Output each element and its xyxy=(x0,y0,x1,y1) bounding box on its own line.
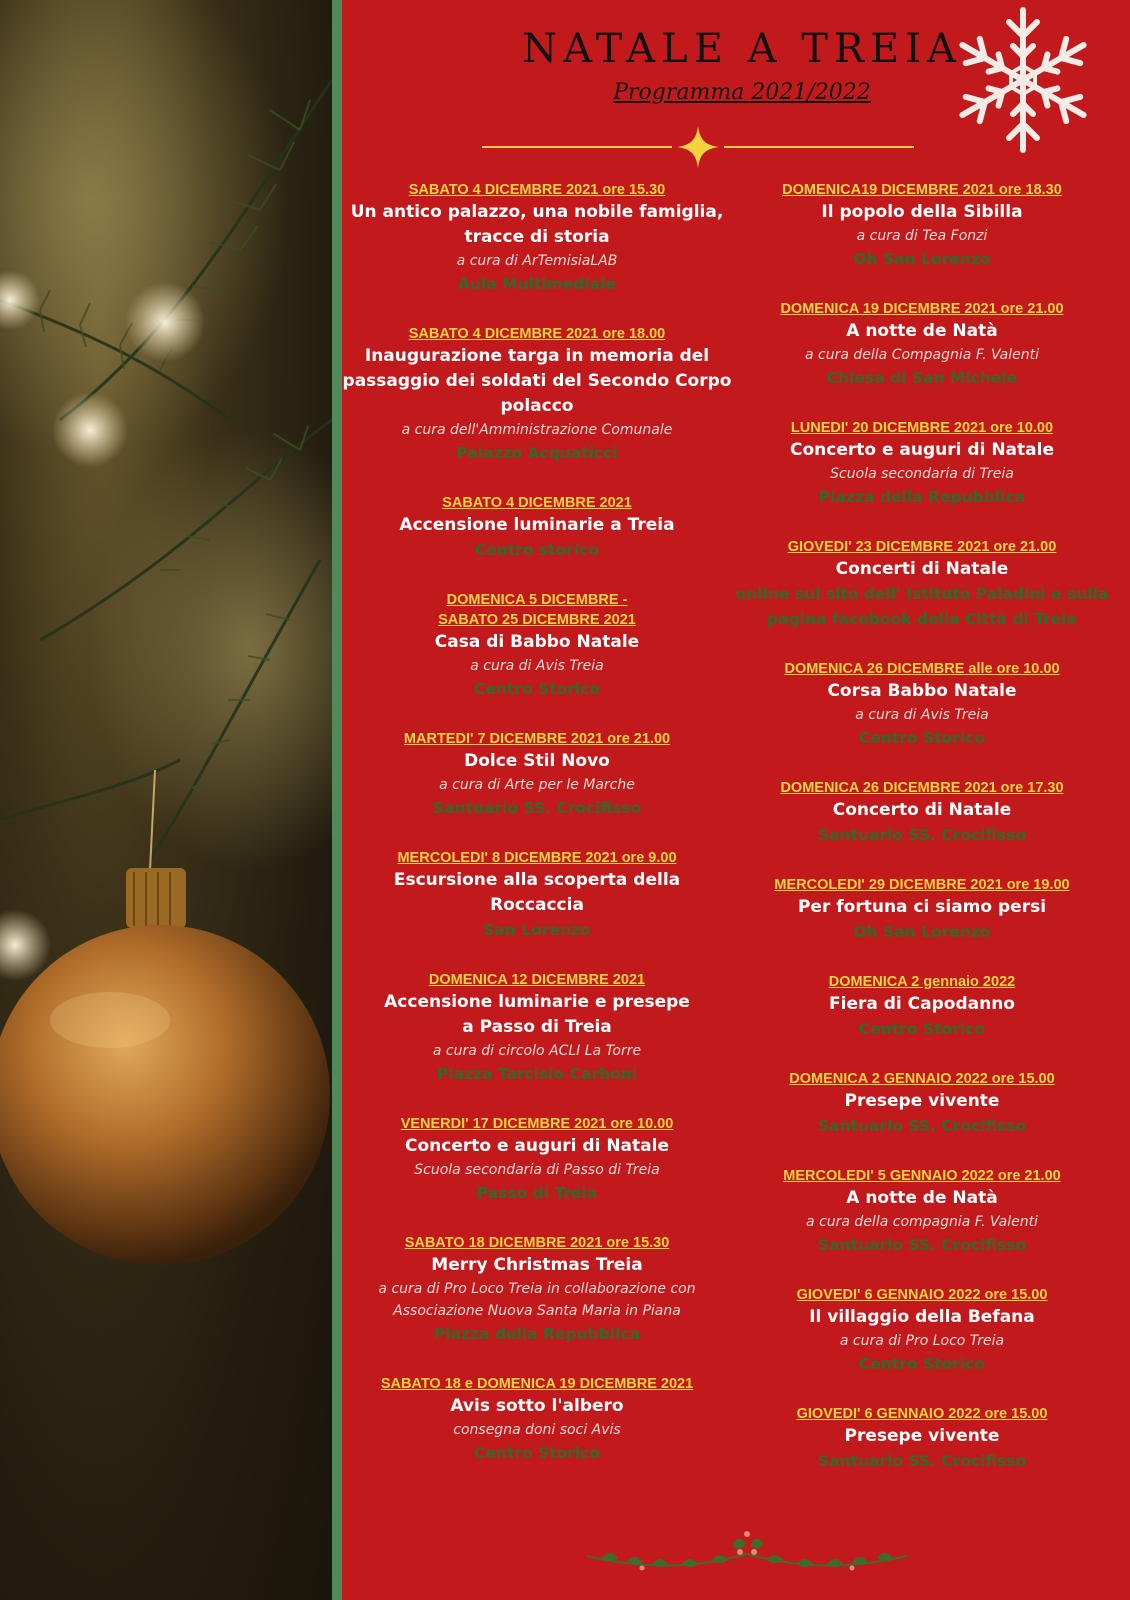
event-title: Accensione luminarie e presepe a Passo di Treia xyxy=(384,992,690,1037)
event-item xyxy=(727,1404,1117,1474)
event-item xyxy=(342,1233,732,1347)
event-location: Aula Multimediale xyxy=(457,275,617,293)
event-item xyxy=(727,875,1117,945)
event-location: Centro Storico xyxy=(473,1444,601,1462)
event-title: Casa di Babbo Natale xyxy=(434,632,640,652)
event-organizer: a cura dell'Amministrazione Comunale xyxy=(401,422,673,438)
event-item xyxy=(727,418,1117,510)
page-title: NATALE A TREIA xyxy=(522,26,962,72)
page-subtitle: Programma 2021/2022 xyxy=(613,80,871,105)
events-column-right xyxy=(727,180,1117,1501)
event-date: DOMENICA 2 gennaio 2022 xyxy=(828,974,1016,990)
event-item xyxy=(342,493,732,563)
event-organizer: a cura di Avis Treia xyxy=(855,707,989,723)
event-location: Santuario SS. Crocifisso xyxy=(817,1236,1027,1254)
program-panel xyxy=(342,0,1130,1600)
event-title: Concerto e auguri di Natale xyxy=(790,440,1054,460)
christmas-tree-photo xyxy=(0,0,332,1600)
event-date: LUNEDI' 20 DICEMBRE 2021 ore 10.00 xyxy=(790,420,1054,436)
event-organizer: a cura della Compagnia F. Valenti xyxy=(805,347,1039,363)
event-item xyxy=(342,1374,732,1466)
event-location: Oh San Lorenzo xyxy=(853,250,991,268)
event-title: Presepe vivente xyxy=(844,1426,1000,1446)
garland-icon xyxy=(582,1524,912,1584)
event-location: Santuario SS. Crocifisso xyxy=(817,826,1027,844)
event-date: SABATO 4 DICEMBRE 2021 xyxy=(442,495,632,511)
event-location: Santuario SS. Crocifisso xyxy=(817,1452,1027,1470)
event-date: MARTEDI' 7 DICEMBRE 2021 ore 21.00 xyxy=(403,731,671,747)
event-location: Centro Storico xyxy=(473,680,601,698)
event-organizer: a cura della compagnia F. Valenti xyxy=(806,1214,1038,1230)
event-organizer: a cura di ArTemisiaLAB xyxy=(456,253,618,269)
event-date: SABATO 18 DICEMBRE 2021 ore 15.30 xyxy=(404,1235,670,1251)
event-location: Oh San Lorenzo xyxy=(853,923,991,941)
event-title: Avis sotto l'albero xyxy=(450,1396,624,1416)
event-organizer: a cura di Pro Loco Treia in collaborazione con Associazione Nuova Santa Maria in Piana xyxy=(378,1281,696,1319)
event-item xyxy=(342,180,732,297)
event-title: Accensione luminarie a Treia xyxy=(399,515,675,535)
event-date: DOMENICA 2 GENNAIO 2022 ore 15.00 xyxy=(789,1071,1055,1087)
event-title: A notte de Natà xyxy=(846,1188,998,1208)
event-item xyxy=(727,1166,1117,1258)
event-title: A notte de Natà xyxy=(846,321,998,341)
event-location: Centro storico xyxy=(474,541,600,559)
event-location: online sul sito dell' Istituto Paladini e sulla pagina facebook della Città di Treia xyxy=(735,585,1109,628)
event-item xyxy=(727,1285,1117,1377)
event-organizer: a cura di Pro Loco Treia xyxy=(839,1333,1005,1349)
event-date: DOMENICA19 DICEMBRE 2021 ore 18.30 xyxy=(782,182,1062,198)
event-item xyxy=(727,537,1117,632)
event-date: MERCOLEDI' 29 DICEMBRE 2021 ore 19.00 xyxy=(774,877,1070,893)
event-title: Corsa Babbo Natale xyxy=(827,681,1017,701)
event-title: Escursione alla scoperta della Roccaccia xyxy=(393,870,681,915)
event-location: Centro Storico xyxy=(858,729,986,747)
event-title: Merry Christmas Treia xyxy=(431,1255,643,1275)
event-item xyxy=(342,590,732,702)
event-item xyxy=(727,299,1117,391)
event-date: GIOVEDI' 6 GENNAIO 2022 ore 15.00 xyxy=(796,1287,1048,1303)
event-date: DOMENICA 19 DICEMBRE 2021 ore 21.00 xyxy=(780,301,1064,317)
event-date: DOMENICA 26 DICEMBRE alle ore 10.00 xyxy=(784,661,1060,677)
event-location: Chiesa di San Michele xyxy=(826,369,1018,387)
event-location: Piazza Tarcisio Carboni xyxy=(436,1065,638,1083)
event-title: Il villaggio della Befana xyxy=(809,1307,1035,1327)
gold-divider-right xyxy=(724,146,914,148)
event-organizer: a cura di Tea Fonzi xyxy=(856,228,988,244)
event-title: Concerti di Natale xyxy=(835,559,1009,579)
green-divider xyxy=(332,0,342,1600)
star-icon xyxy=(677,126,719,168)
gold-divider-left xyxy=(482,146,672,148)
event-location: Palazzo Acquaticci xyxy=(456,444,618,462)
event-title: Inaugurazione targa in memoria del passaggio dei soldati del Secondo Corpo polacco xyxy=(342,346,732,416)
event-title: Concerto e auguri di Natale xyxy=(405,1136,669,1156)
event-organizer: a cura di Arte per le Marche xyxy=(439,777,635,793)
snowflake-icon xyxy=(942,4,1104,156)
event-title: Per fortuna ci siamo persi xyxy=(797,897,1047,917)
event-item xyxy=(727,180,1117,272)
events-column-left xyxy=(342,180,732,1493)
event-item xyxy=(727,778,1117,848)
event-location: Passo di Treia xyxy=(476,1184,598,1202)
event-date: GIOVEDI' 23 DICEMBRE 2021 ore 21.00 xyxy=(787,539,1057,555)
event-item xyxy=(727,972,1117,1042)
event-location: Santuario SS. Crocifisso xyxy=(817,1117,1027,1135)
event-location: San Lorenzo xyxy=(483,921,591,939)
event-item xyxy=(342,848,732,943)
event-item xyxy=(727,659,1117,751)
event-organizer: a cura di Avis Treia xyxy=(470,658,604,674)
event-location: Centro Storico xyxy=(858,1020,986,1038)
event-location: Piazza della Repubblica xyxy=(433,1325,641,1343)
event-date: DOMENICA 12 DICEMBRE 2021 xyxy=(428,972,646,988)
event-title: Un antico palazzo, una nobile famiglia, tracce di storia xyxy=(350,202,724,247)
event-item xyxy=(342,1114,732,1206)
event-title: Fiera di Capodanno xyxy=(829,994,1015,1014)
event-date: GIOVEDI' 6 GENNAIO 2022 ore 15.00 xyxy=(796,1406,1048,1422)
event-date: SABATO 4 DICEMBRE 2021 ore 18.00 xyxy=(408,326,666,342)
event-date: DOMENICA 5 DICEMBRE - SABATO 25 DICEMBRE 2021 xyxy=(438,592,636,628)
event-location: Piazza della Repubblica xyxy=(818,488,1026,506)
event-date: MERCOLEDI' 8 DICEMBRE 2021 ore 9.00 xyxy=(397,850,677,866)
event-location: Santuario SS. Crocifisso xyxy=(432,799,642,817)
event-title: Dolce Stil Novo xyxy=(464,751,610,771)
event-date: SABATO 18 e DOMENICA 19 DICEMBRE 2021 xyxy=(380,1376,694,1392)
event-organizer: Scuola secondaria di Treia xyxy=(830,466,1014,482)
event-organizer: a cura di circolo ACLI La Torre xyxy=(432,1043,642,1059)
event-item xyxy=(342,970,732,1087)
event-title: Concerto di Natale xyxy=(832,800,1012,820)
event-title: Il popolo della Sibilla xyxy=(821,202,1023,222)
event-date: VENERDI' 17 DICEMBRE 2021 ore 10.00 xyxy=(400,1116,674,1132)
event-title: Presepe vivente xyxy=(844,1091,1000,1111)
christmas-tree-illustration xyxy=(0,0,332,1600)
event-organizer: Scuola secondaria di Passo di Treia xyxy=(414,1162,660,1178)
event-item xyxy=(727,1069,1117,1139)
event-date: SABATO 4 DICEMBRE 2021 ore 15.30 xyxy=(408,182,666,198)
event-location: Centro Storico xyxy=(858,1355,986,1373)
event-date: MERCOLEDI' 5 GENNAIO 2022 ore 21.00 xyxy=(783,1168,1061,1184)
event-item xyxy=(342,729,732,821)
event-organizer: consegna doni soci Avis xyxy=(453,1422,621,1438)
event-item xyxy=(342,324,732,466)
event-date: DOMENICA 26 DICEMBRE 2021 ore 17.30 xyxy=(780,780,1064,796)
